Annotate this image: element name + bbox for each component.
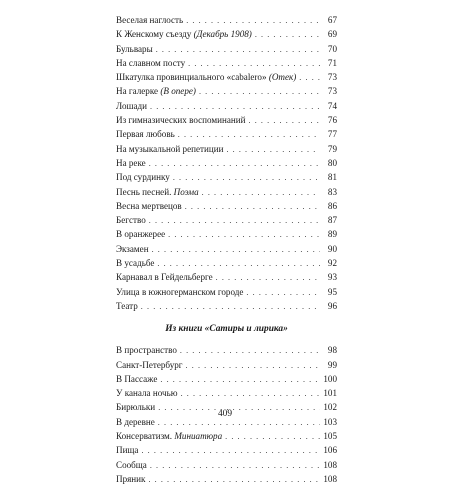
toc-entry-title [116, 13, 183, 27]
dot-leader [202, 186, 320, 200]
toc-entry-title [116, 84, 196, 98]
toc-entry-title [116, 343, 177, 357]
toc-entry-title-text: Театр [116, 300, 138, 311]
toc-entry-page: 77 [327, 129, 337, 140]
toc-entry-title [116, 70, 296, 84]
toc-entry [116, 42, 337, 56]
toc-entry-title-text: На галерке [116, 86, 161, 97]
dot-leader [180, 344, 320, 358]
toc-entry-title-text: Веселая наглость [116, 15, 184, 25]
toc-entry [116, 113, 337, 127]
toc-entry-title [116, 185, 199, 199]
dot-leader [149, 157, 320, 171]
toc-entry [116, 458, 337, 472]
dot-leader [299, 71, 320, 85]
toc-entry-title [116, 429, 222, 443]
dot-leader [188, 57, 320, 71]
toc-entry-title [116, 142, 223, 156]
dot-leader [186, 359, 320, 373]
dot-leader [141, 300, 320, 314]
dot-leader [150, 100, 320, 114]
toc-entry-page: 106 [323, 445, 337, 456]
toc-entry-page: 79 [327, 143, 337, 154]
toc-entry-title-text: К Женскому съезду [116, 29, 194, 40]
section-heading: Из книги «Сатиры и лирика» [165, 324, 288, 335]
dot-leader [199, 85, 320, 99]
dot-leader [173, 171, 320, 185]
toc-entry-title-text: Из гимназических воспоминаний [116, 115, 246, 126]
toc-entry-page: 71 [327, 57, 337, 68]
toc-entry-page: 108 [323, 473, 337, 484]
toc-entry [116, 56, 337, 70]
toc-entry [116, 270, 337, 284]
toc-entry-page: 87 [327, 215, 337, 226]
toc-entry-page: 96 [327, 300, 337, 311]
toc-entry-title [116, 472, 145, 486]
toc-entry [116, 84, 337, 98]
toc-entry-title [116, 170, 170, 184]
toc-entry-page: 74 [327, 100, 337, 111]
toc-entry-page: 102 [323, 402, 337, 413]
dot-leader [178, 128, 320, 142]
toc-entry-title [116, 242, 149, 256]
toc-entry-page: 92 [327, 258, 337, 269]
toc-entry-title [116, 56, 185, 70]
toc-entry-title-text: Бегство [116, 215, 146, 226]
toc-entry-title-text: На славном посту [116, 57, 186, 68]
dot-leader [149, 214, 320, 228]
toc-entry [116, 27, 337, 41]
dot-leader [150, 459, 320, 473]
toc-entry-page: 80 [327, 157, 337, 168]
dot-leader [186, 14, 320, 28]
toc-entry-title [116, 256, 154, 270]
toc-entry-title [116, 458, 147, 472]
toc-entry-page: 99 [327, 359, 337, 370]
toc-entry-title-text: Бульвары [116, 43, 153, 54]
toc-entry-title [116, 156, 146, 170]
toc-entry-title-text: В Пассаже [116, 373, 158, 384]
toc-entry-title-text: Первая любовь [116, 129, 175, 140]
toc-entry-title-text: Карнавал в Гейдельберге [116, 272, 213, 283]
toc-entry-title [116, 213, 146, 227]
toc-entry-title-text: Шкатулка провинциального «cabalero» [116, 72, 269, 83]
toc-entry-title-text: В деревне [116, 416, 155, 427]
dot-leader [168, 228, 320, 242]
toc-entry [116, 343, 337, 357]
toc-entry [116, 127, 337, 141]
toc-entry-title-text: Консерватизм. [116, 431, 175, 442]
dot-leader [156, 43, 320, 57]
toc-entry-page: 103 [323, 416, 337, 427]
toc-entry-subtitle: Миниатюра [174, 431, 223, 442]
toc-entry [116, 285, 337, 299]
toc-entry [116, 429, 337, 443]
toc-entry-page: 95 [327, 286, 337, 297]
toc-entry [116, 372, 337, 386]
dot-leader [160, 373, 320, 387]
toc-entry-page: 105 [323, 431, 337, 442]
toc-entry-title [116, 270, 213, 284]
toc-entry-page: 73 [327, 72, 337, 83]
toc-entry-title-text: На музыкальной репетиции [116, 143, 224, 154]
toc-entry-title-text: Экзамен [116, 243, 149, 254]
toc-entry-title-text: Весна мертвецов [116, 200, 182, 211]
dot-leader [225, 430, 320, 444]
toc-entry-page: 81 [327, 172, 337, 183]
toc-entry-title-text: Лошади [116, 100, 148, 111]
toc-entry-page: 100 [323, 373, 337, 384]
toc-entry-title-text: В усадьбе [116, 258, 155, 269]
toc-entry-page: 76 [327, 115, 337, 126]
toc-entry-title-text: Под сурдинку [116, 172, 170, 183]
toc-entry-subtitle: (В опере) [160, 86, 196, 97]
toc-entry-page: 86 [327, 200, 337, 211]
toc-entry [116, 156, 337, 170]
toc-entry-title-text: У канала ночью [116, 388, 178, 399]
dot-leader [249, 114, 320, 128]
toc-entry-title [116, 113, 246, 127]
toc-entry [116, 99, 337, 113]
dot-leader [157, 257, 320, 271]
dot-leader [226, 143, 320, 157]
toc-entry [116, 256, 337, 270]
toc-entry [116, 70, 337, 84]
toc-entry-title [116, 42, 153, 56]
toc-entry-title-text: Пища [116, 445, 139, 456]
toc-entry-title-text: В оранжерее [116, 229, 166, 240]
toc-entry-page: 70 [327, 43, 337, 54]
toc-entry-title [116, 127, 175, 141]
dot-leader [181, 387, 320, 401]
toc-entry-title [116, 285, 243, 299]
toc-entry [116, 358, 337, 372]
toc-entry-title-text: Песнь песней. [116, 186, 174, 197]
toc-entry-title [116, 299, 138, 313]
toc-entry-page: 89 [327, 229, 337, 240]
toc-entry-title [116, 443, 138, 457]
toc-entry-subtitle: (Отек) [268, 72, 297, 83]
toc-entry [116, 213, 337, 227]
toc-entry-title-text: На реке [116, 157, 146, 168]
toc-entry-title-text: Бирюльки [116, 402, 156, 413]
toc-entry-page: 90 [327, 243, 337, 254]
toc-entry [116, 199, 337, 213]
dot-leader [148, 473, 320, 487]
toc-entry-title-text: Пряник [116, 473, 146, 484]
toc-entry-page: 69 [327, 29, 337, 40]
toc-entry-page: 67 [327, 15, 337, 25]
toc-entry [116, 443, 337, 457]
toc-entry-title [116, 199, 182, 213]
toc-entry [116, 299, 337, 313]
toc-entry-title [116, 372, 157, 386]
toc-entry-subtitle: Поэма [173, 186, 199, 197]
toc-entry-page: 98 [327, 345, 337, 356]
dot-leader [255, 28, 320, 42]
toc-entry-title [116, 227, 165, 241]
dot-leader [185, 200, 320, 214]
toc-entry [116, 227, 337, 241]
toc-entry-page: 93 [327, 272, 337, 283]
toc-entry-page: 101 [323, 388, 337, 399]
toc-entry-page: 83 [327, 186, 337, 197]
toc-entry [116, 242, 337, 256]
dot-leader [141, 444, 320, 458]
toc-entry-title-text: В пространство [116, 345, 177, 356]
toc-entry-title-text: Улица в южногерманском городе [116, 286, 244, 297]
toc-entry-subtitle: (Декабрь 1908) [193, 29, 252, 40]
toc-entry-title-text: Сообща [116, 459, 147, 470]
toc-entry-title [116, 386, 178, 400]
toc-list [116, 13, 337, 313]
dot-leader [216, 271, 320, 285]
dot-leader [152, 243, 320, 257]
toc-entry-title-text: Санкт-Петербург [116, 359, 183, 370]
toc-entry-title [116, 358, 183, 372]
page-number: 409 [217, 409, 233, 419]
toc-entry-page: 108 [323, 459, 337, 470]
toc-entry [116, 142, 337, 156]
dot-leader [246, 286, 320, 300]
toc-entry-page: 73 [327, 86, 337, 97]
toc-entry [116, 472, 337, 486]
toc-entry-title [116, 99, 147, 113]
toc-entry [116, 170, 337, 184]
toc-entry [116, 13, 337, 27]
toc-entry [116, 185, 337, 199]
toc-entry-title [116, 27, 252, 41]
toc-entry [116, 386, 337, 400]
